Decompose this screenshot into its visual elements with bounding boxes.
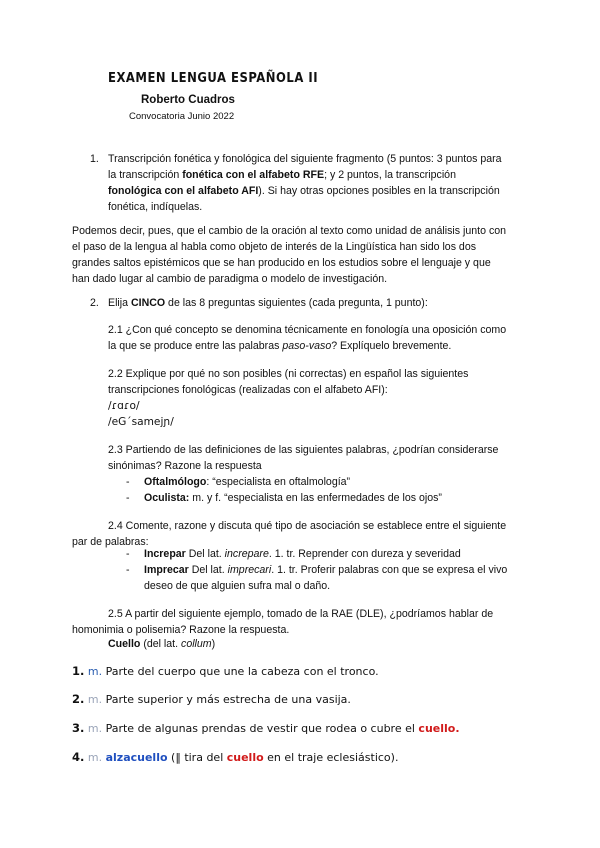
question-2-2 bbox=[108, 366, 568, 430]
definition-text: Del lat. bbox=[188, 564, 228, 576]
q23-line: sinónimas? Razone la respuesta bbox=[108, 460, 262, 472]
q21-line: 2.1 ¿Con qué concepto se denomina técnicamente en fonología una oposición como bbox=[108, 324, 507, 336]
dle-entry-4 bbox=[72, 749, 398, 766]
q1-number: 1. bbox=[90, 153, 99, 165]
passage-fragment bbox=[72, 223, 572, 287]
term-bold: Oftalmólogo bbox=[144, 476, 207, 488]
list-dash: - bbox=[126, 476, 130, 488]
etymon-italic: imprecari bbox=[227, 564, 272, 576]
list-item bbox=[126, 490, 576, 506]
exam-title: EXAMEN LENGUA ESPAÑOLA II bbox=[108, 70, 319, 86]
q23-list bbox=[126, 474, 576, 506]
q24-line: par de palabras: bbox=[72, 536, 149, 548]
q2-bold-span: CINCO bbox=[130, 297, 166, 309]
gram-abbrev: m. bbox=[87, 751, 103, 764]
entry-number: 4. bbox=[72, 750, 85, 764]
dle-headword bbox=[108, 636, 215, 652]
list-item bbox=[126, 474, 576, 490]
definition-text: m. y f. “especialista en las enfermedades de los ojos” bbox=[189, 492, 442, 504]
q24-line: 2.4 Comente, razone y discuta qué tipo de asociación se establece entre el siguiente bbox=[108, 520, 507, 532]
q22-line: 2.2 Explique por qué no son posibles (ni correctas) en español las siguientes bbox=[108, 368, 469, 380]
q1-line bbox=[108, 167, 568, 183]
q1-text-span: ). Si hay otras opciones posibles en la transcripción bbox=[258, 185, 500, 197]
entry-number: 1. bbox=[72, 664, 85, 678]
gram-abbrev: m. bbox=[87, 693, 103, 706]
question-2-3 bbox=[108, 442, 568, 474]
etymon-italic: increpare bbox=[224, 548, 269, 560]
headword-text: ) bbox=[211, 638, 216, 650]
ipa-transcription: /eG´samejɲ/ bbox=[108, 416, 174, 428]
q2-line bbox=[108, 295, 568, 311]
term-bold: Imprecar bbox=[144, 564, 189, 576]
q21-line bbox=[108, 338, 568, 354]
q25-line: 2.5 A partir del siguiente ejemplo, tomado de la RAE (DLE), ¿podríamos hablar de bbox=[108, 608, 494, 620]
q1-text-span: ; y 2 puntos, la transcripción bbox=[324, 169, 456, 181]
q2-text-span: de las 8 preguntas siguientes (cada pregunta, 1 punto): bbox=[165, 297, 428, 309]
q2-number: 2. bbox=[90, 297, 99, 309]
q1-line bbox=[108, 183, 568, 199]
passage-line: grandes saltos epistémicos que se han producido en los estudios sobre el lenguaje y que bbox=[72, 257, 491, 269]
passage-line: Podemos decir, pues, que el cambio de la oración al texto como unidad de análisis junto con bbox=[72, 225, 507, 237]
q1-bold-span: fonológica con el alfabeto AFI bbox=[108, 185, 259, 197]
question-2-1 bbox=[108, 322, 568, 354]
dle-entry-1 bbox=[72, 663, 379, 680]
q1-text bbox=[108, 151, 568, 215]
q21-text-span: la que se produce entre las palabras bbox=[108, 340, 283, 352]
question-2-5 bbox=[72, 606, 572, 638]
q1-text-span: la transcripción bbox=[108, 169, 183, 181]
etymon-italic: collum bbox=[181, 638, 212, 650]
list-item bbox=[126, 562, 576, 578]
term-bold: Oculista: bbox=[144, 492, 190, 504]
list-dash: - bbox=[126, 564, 130, 576]
passage-line: el paso de la lengua al habla como objeto de interés de la Lingüística han sido los dos bbox=[72, 241, 477, 253]
dle-entry-3 bbox=[72, 720, 460, 737]
ipa-transcription: /ɾɑɾo/ bbox=[108, 400, 140, 412]
q1-line: Transcripción fonética y fonológica del siguiente fragmento (5 puntos: 3 puntos para bbox=[108, 153, 502, 165]
gram-abbrev: m. bbox=[87, 722, 103, 735]
list-item bbox=[126, 546, 576, 562]
entry-number: 2. bbox=[72, 692, 85, 706]
list-dash: - bbox=[126, 548, 130, 560]
entry-definition: Parte del cuerpo que une la cabeza con el tronco. bbox=[102, 665, 379, 678]
q1-line: fonética, indíquelas. bbox=[108, 201, 203, 213]
definition-text: Del lat. bbox=[185, 548, 225, 560]
highlighted-word: cuello bbox=[226, 751, 264, 764]
q21-italic-span: paso-vaso bbox=[282, 340, 332, 352]
q21-text-span: ? Explíquelo brevemente. bbox=[331, 340, 452, 352]
q24-list bbox=[126, 546, 576, 594]
exam-session: Convocatoria Junio 2022 bbox=[129, 111, 235, 122]
entry-definition: (‖ tira del bbox=[167, 751, 227, 764]
definition-text: . 1. tr. Proferir palabras con que se expresa el vivo bbox=[271, 564, 508, 576]
headword-text: (del lat. bbox=[140, 638, 182, 650]
cross-reference-link[interactable]: alzacuello bbox=[105, 751, 168, 764]
q2-text bbox=[108, 295, 568, 311]
headword-bold: Cuello bbox=[108, 638, 141, 650]
definition-text: . 1. tr. Reprender con dureza y severidad bbox=[268, 548, 461, 560]
list-dash: - bbox=[126, 492, 130, 504]
definition-text: : “especialista en oftalmología” bbox=[206, 476, 351, 488]
q23-line: 2.3 Partiendo de las definiciones de las siguientes palabras, ¿podrían considerarse bbox=[108, 444, 499, 456]
gram-abbrev: m. bbox=[87, 665, 103, 678]
entry-number: 3. bbox=[72, 721, 85, 735]
q1-bold-span: fonética con el alfabeto RFE bbox=[182, 169, 325, 181]
q2-text-span: Elija bbox=[108, 297, 131, 309]
term-bold: Increpar bbox=[144, 548, 186, 560]
author-name: Roberto Cuadros bbox=[141, 94, 235, 106]
q25-line: homonimia o polisemia? Razone la respuesta. bbox=[72, 624, 290, 636]
q22-line: transcripciones fonológicas (realizadas con el alfabeto AFI): bbox=[108, 384, 388, 396]
dle-entry-2 bbox=[72, 691, 351, 708]
highlighted-word: cuello. bbox=[418, 722, 460, 735]
list-item-continuation: deseo de que alguien sufra mal o daño. bbox=[144, 580, 331, 592]
entry-definition: Parte superior y más estrecha de una vasija. bbox=[102, 693, 351, 706]
entry-definition: en el traje eclesiástico). bbox=[263, 751, 399, 764]
entry-definition: Parte de algunas prendas de vestir que rodea o cubre el bbox=[102, 722, 419, 735]
passage-line: han dado lugar al cambio de paradigma o modelo de investigación. bbox=[72, 273, 388, 285]
